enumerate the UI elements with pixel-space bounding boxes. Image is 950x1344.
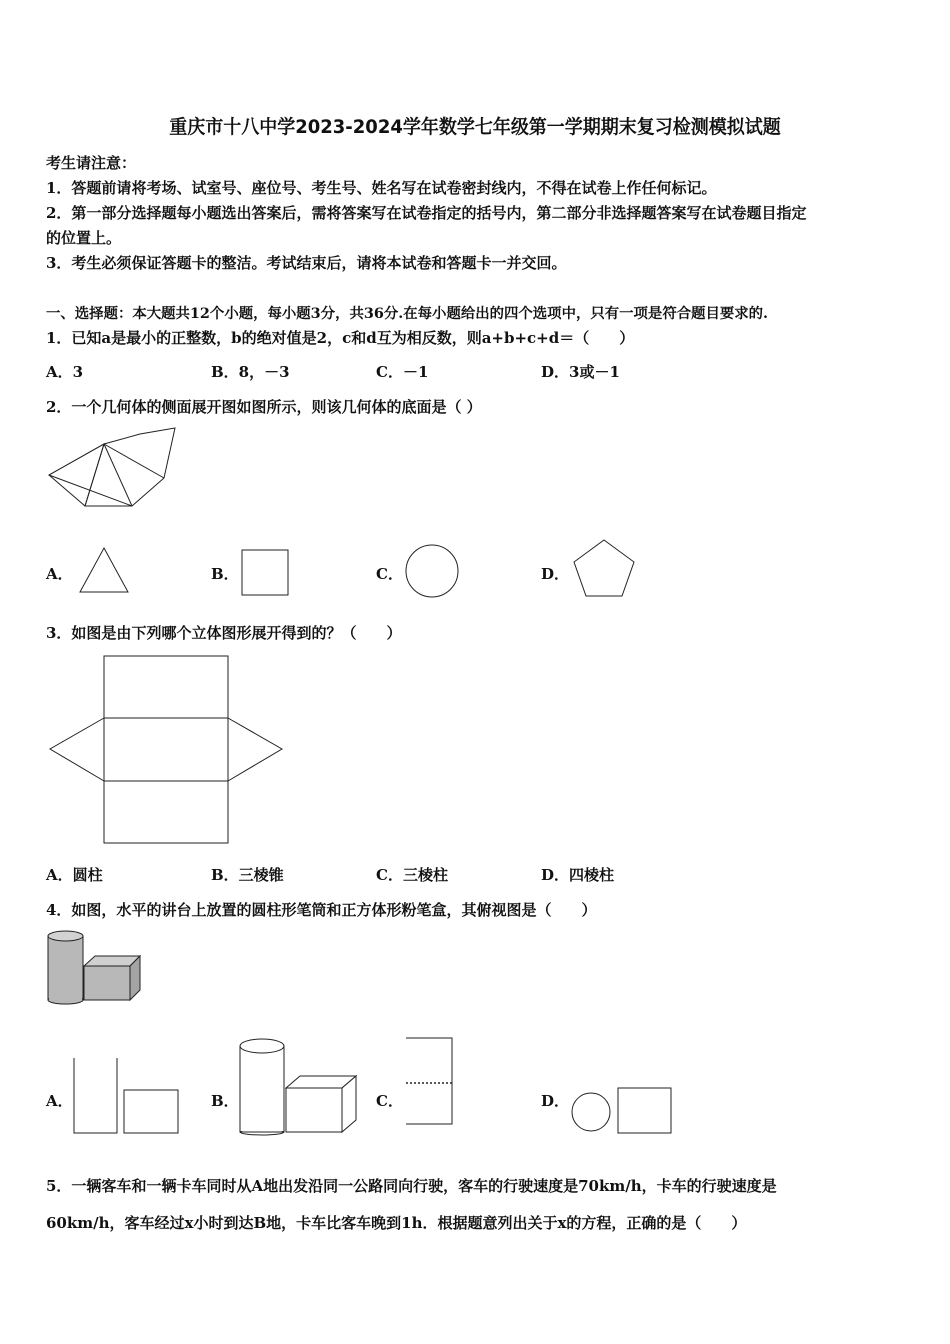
- q2-option-b[interactable]: B．: [211, 565, 239, 583]
- q4-option-d-figure: [570, 1086, 674, 1136]
- q2-triangle-icon: [78, 545, 130, 595]
- q1-option-b[interactable]: B．8，－3: [211, 363, 290, 381]
- q4-option-a[interactable]: A．: [46, 1092, 73, 1110]
- page-title: 重庆市十八中学2023-2024学年数学七年级第一学期期末复习检测模拟试题: [169, 116, 781, 138]
- notice-item-2-cont: 的位置上。: [46, 229, 122, 247]
- q4-stem: 4．如图，水平的讲台上放置的圆柱形笔筒和正方体形粉笔盒，其俯视图是（ ）: [46, 901, 597, 919]
- q1-option-a[interactable]: A．3: [46, 363, 84, 381]
- q1-option-d[interactable]: D．3或－1: [541, 363, 620, 381]
- q3-stem: 3．如图是由下列哪个立体图形展开得到的？（ ）: [46, 624, 402, 642]
- q3-option-b[interactable]: B．三棱锥: [211, 866, 284, 884]
- q2-lateral-net-figure: [40, 420, 185, 515]
- q4-option-d[interactable]: D．: [541, 1092, 570, 1110]
- notice-heading: 考生请注意：: [46, 154, 137, 172]
- q2-option-d[interactable]: D．: [541, 565, 570, 583]
- q2-option-a[interactable]: A．: [46, 565, 73, 583]
- q4-option-c-figure: [404, 1036, 456, 1128]
- q4-option-c[interactable]: C．: [376, 1092, 403, 1110]
- q5-line1: 5．一辆客车和一辆卡车同时从A地出发沿同一公路同向行驶，客车的行驶速度是70km/h，卡车的行驶速度是: [46, 1177, 777, 1195]
- q2-net-fan: [49, 428, 175, 506]
- notice-item-1: 1．答题前请将考场、试室号、座位号、考生号、姓名写在试卷密封线内，不得在试卷上作任何标记。: [46, 179, 717, 197]
- q2-circle-icon: [404, 543, 460, 599]
- q4-option-b[interactable]: B．: [211, 1092, 239, 1110]
- notice-item-2: 2．第一部分选择题每小题选出答案后，需将答案写在试卷指定的括号内，第二部分非选择题答案写在试卷题目指定: [46, 204, 807, 222]
- q3-prism-net-figure: [48, 654, 284, 846]
- q3-option-a[interactable]: A．圆柱: [46, 866, 103, 884]
- q2-net-edge-3: [104, 444, 164, 478]
- q2-square-icon: [241, 549, 291, 597]
- q4-scene-figure: [44, 928, 144, 1004]
- q1-option-c[interactable]: C．－1: [376, 363, 429, 381]
- q4-option-a-figure: [72, 1056, 182, 1136]
- section-heading: 一、选择题：本大题共12个小题，每小题3分，共36分.在每小题给出的四个选项中，只有一项是符合题目要求的.: [46, 305, 769, 322]
- q2-stem: 2．一个几何体的侧面展开图如图所示，则该几何体的底面是（ ）: [46, 398, 482, 416]
- q3-option-d[interactable]: D．四棱柱: [541, 866, 615, 884]
- q3-option-c[interactable]: C．三棱柱: [376, 866, 448, 884]
- q4-option-b-figure: [236, 1036, 360, 1136]
- notice-item-3: 3．考生必须保证答题卡的整洁。考试结束后，请将本试卷和答题卡一并交回。: [46, 254, 567, 272]
- q2-pentagon-icon: [572, 538, 636, 598]
- q2-option-c[interactable]: C．: [376, 565, 403, 583]
- q1-stem: 1．已知a是最小的正整数，b的绝对值是2，c和d互为相反数，则a+b+c+d＝（ ）: [46, 329, 635, 347]
- q5-line2: 60km/h，客车经过x小时到达B地，卡车比客车晚到1h．根据题意列出关于x的方程，正确的是（ ）: [46, 1214, 747, 1232]
